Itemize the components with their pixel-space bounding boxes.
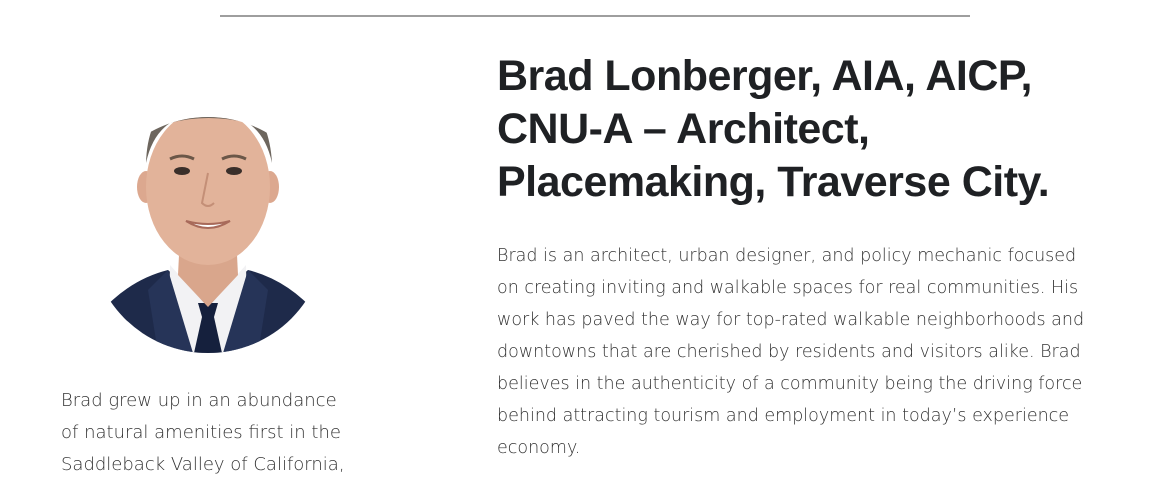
bio-line: Brad is an architect, urban designer, and policy mechanic focused — [497, 246, 1077, 266]
bio-paragraph — [497, 240, 1137, 464]
intro-line: of natural amenities first in the — [61, 422, 341, 443]
title-line: Brad Lonberger, AIA, AICP, — [497, 52, 1032, 100]
divider-line — [220, 15, 970, 17]
intro-paragraph — [61, 385, 361, 481]
intro-line: Saddleback Valley of California, — [61, 454, 345, 475]
title-line: CNU-A – Architect, — [497, 105, 870, 153]
intro-line: Brad grew up in an abundance — [61, 390, 337, 411]
profile-photo — [98, 75, 318, 353]
bio-line: work has paved the way for top-rated walkable neighborhoods and — [497, 310, 1085, 330]
title-line: Placemaking, Traverse City. — [497, 158, 1050, 206]
bio-line: economy. — [497, 438, 581, 458]
profile-title — [497, 50, 1137, 209]
bio-line: downtowns that are cherished by residents and visitors alike. Brad — [497, 342, 1081, 362]
bio-line: on creating inviting and walkable spaces for real communities. His — [497, 278, 1079, 298]
bio-line: believes in the authenticity of a community being the driving force — [497, 374, 1083, 394]
bio-line: behind attracting tourism and employment in today’s experience — [497, 406, 1070, 426]
